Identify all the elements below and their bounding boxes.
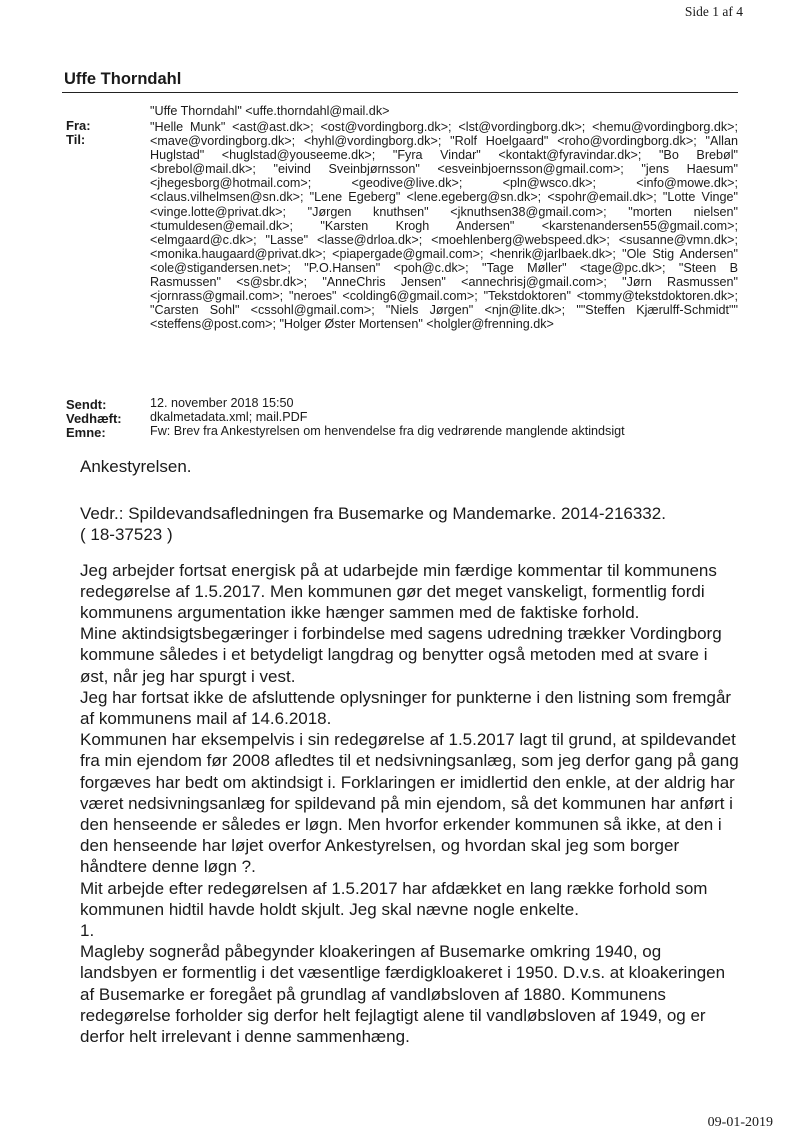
from-value: "Uffe Thorndahl" <uffe.thorndahl@mail.dk> <box>150 104 390 118</box>
case-number: ( 18-37523 ) <box>80 525 173 545</box>
paragraph: Jeg arbejder fortsat energisk på at udarbejde min færdige kommentar til kommunens redegørelse af 1.5.2017. Men kommunen gør det meget vanskeligt, formentlig fordi kommunens argumentation ikke hænger sammen med de faktiske forhold. <box>80 560 717 623</box>
reference-line: Vedr.: Spildevandsafledningen fra Busemarke og Mandemarke. 2014-216332. <box>80 504 666 524</box>
paragraph: Magleby sogneråd påbegynder kloakeringen af Busemarke omkring 1940, og landsbyen er formentlig i det væsentlige færdigkloakeret i 1950. D.v.s. at kloakeringen af Busemarke er foregået på grundlag af vandløbsloven af 1880. Kommunens redegørelse forholder sig derfor helt fejlagtigt alene til vandløbsloven af 1949, og er derfor helt irrelevant i denne sammenhæng. <box>80 942 726 1047</box>
header-rule <box>62 92 738 93</box>
greeting: Ankestyrelsen. <box>80 457 192 476</box>
paragraph: Mit arbejde efter redegørelsen af 1.5.2017 har afdækket en lang række forhold som kommunen hidtil havde holdt skjult. Jeg skal nævne nogle enkelte. <box>80 878 708 919</box>
paragraph: Kommunen har eksempelvis i sin redegørelse af 1.5.2017 lagt til grund, at spildevandet fra min ejendom før 2008 afledtes til et nedsivningsanlæg, som jeg derfor gang på gang forgæves har bedt om aktindsigt i. Forklaringen er imidlertid den enkle, at der aldrig har været nedsivningsanlæg for spildevand på min ejendom, så det kommunen har anført i den henseende er således er løgn. Men hvorfor erkender kommunen så ikke, at den i den henseende har løjet overfor Ankestyrelsen, og hvordan skal jeg som borger håndtere denne løgn ?. <box>80 730 739 877</box>
sent-value: 12. november 2018 15:50 <box>150 396 294 410</box>
subject-label: Emne: <box>66 425 106 440</box>
to-label: Til: <box>66 132 86 147</box>
page-number: Side 1 af 4 <box>684 4 743 19</box>
paragraph: Mine aktindsigtsbegæringer i forbindelse med sagens udredning trækker Vordingborg kommune således i et betydeligt langdrag og benytter også metoden med at svare i øst, når jeg har spurgt i vest. <box>80 624 722 686</box>
sender-name: Uffe Thorndahl <box>64 70 182 88</box>
item-number: 1. <box>80 921 95 941</box>
sent-label: Sendt: <box>66 397 107 412</box>
from-label: Fra: <box>66 118 91 133</box>
footer-date: 09-01-2019 <box>707 1115 773 1130</box>
to-value: "Helle Munk" <ast@ast.dk>; <ost@vordingborg.dk>; <lst@vordingborg.dk>; <hemu@vordingborg.dk>; <mave@vordingborg.dk>; <hyhl@vordingborg.dk>; "Rolf Hoelgaard" <roho@vordingborg.dk>; "Allan Huglstad" <huglstad@youseeme.dk>; "Fyra Vindar" <kontakt@fyravindar.dk>; "Bo Brebøl" <brebol@mail.dk>; "eivind Sveinbjørnsson" <esveinbjoernsson@gmail.com>; "jens Haesum" <jhegesborg@hotmail.com>; <geodive@live.dk>; <pln@wsco.dk>; <info@mowe.dk>; <claus.vilhelmsen@sn.dk>; "Lene Egeberg" <lene.egeberg@sn.dk>; <spohr@email.dk>; "Lotte Vinge" <vinge.lotte@privat.dk>; "Jørgen knuthsen" <jknuthsen38@gmail.com>; "morten nielsen" <tumuldesen@email.dk>; "Karsten Krogh Andersen" <karstenandersen55@gmail.com>; <elmgaard@c.dk>; "Lasse" <lasse@drloa.dk>; <moehlenberg@webspeed.dk>; <susanne@vmn.dk>; <monika.haugaard@privat.dk>; <piapergade@gmail.com>; <henrik@jarlbaek.dk>; "Ole Stig Andersen" <ole@stigandersen.net>; "P.O.Hansen" <poh@c.dk>; "Tage Møller" <tage@pc.dk>; "Steen B Rasmussen" <s@sbr.dk>; "AnneChris Jensen" <annechrisj@gmail.com>; "Jørn Rasmussen" <jornrass@gmail.com>; "neroes" <colding6@gmail.com>; "Tekstdoktoren" <tommy@tekstdoktoren.dk>; "Carsten Sohl" <cssohl@gmail.com>; "Niels Jørgen" <njn@lite.dk>; ""Steffen Kjærulff-Schmidt"" <steffens@post.com>; "Holger Øster Mortensen" <holgler@frenning.dk> <box>150 120 738 332</box>
attachments-label: Vedhæft: <box>66 411 122 426</box>
paragraph: Jeg har fortsat ikke de afsluttende oplysninger for punkterne i den listning som fremgår af kommunens mail af 14.6.2018. <box>80 687 732 729</box>
attachments-value: dkalmetadata.xml; mail.PDF <box>150 410 308 424</box>
subject-value: Fw: Brev fra Ankestyrelsen om henvendelse fra dig vedrørende manglende aktindsigt <box>150 424 625 438</box>
letter-body <box>80 456 740 1047</box>
